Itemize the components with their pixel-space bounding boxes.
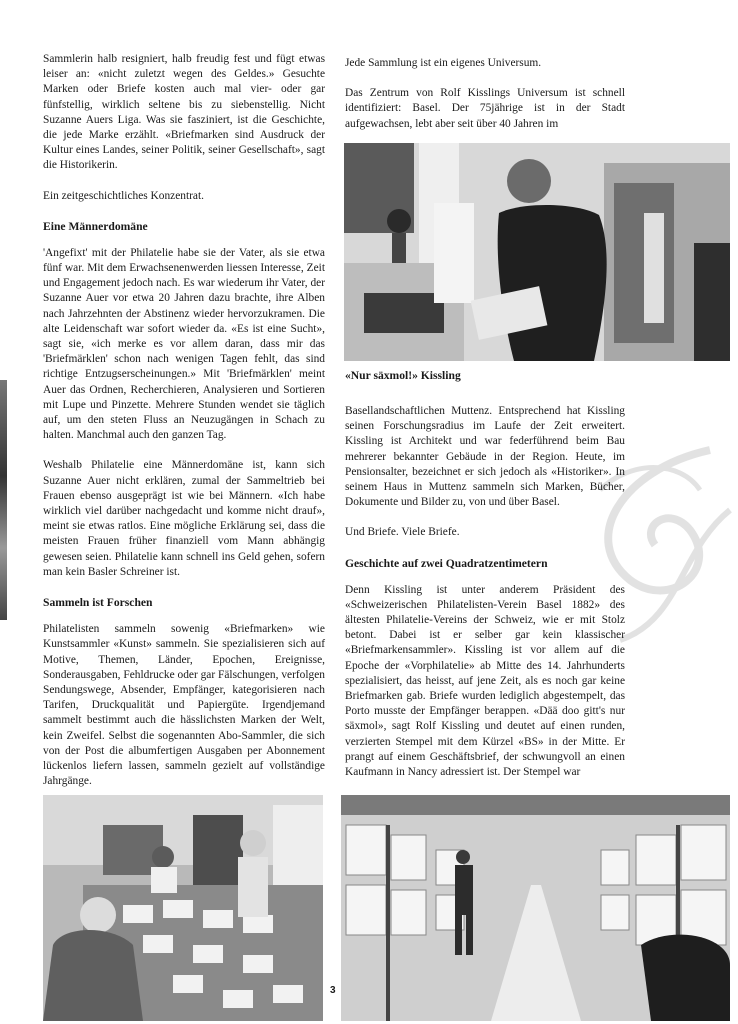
paragraph: Und Briefe. Viele Briefe. bbox=[345, 526, 460, 539]
paragraph: Weshalb Philatelie eine Männerdomäne ist, kann sich Suzanne Auer nicht erklären, zumal der Sammeltrieb bei Frauen ebenso ausgeprägt ist wie bei Männern. «Ich habe wirklich viel darüber nachgedacht und komme nicht drauf», meint sie etwas ratlos. Eine mögliche Erklärung sei, dass die meisten Frauen früher finanziell vom Mann abhängig gewesen seien. Philatelie kann schnell ins Geld gehen, sofern man kein Basler Schreiner ist. bbox=[43, 459, 325, 578]
photo-exhibition-corridor bbox=[341, 795, 730, 1021]
photo-stamp-dealer-table bbox=[43, 795, 323, 1021]
section-heading: Eine Männerdomäne bbox=[43, 219, 148, 233]
section-heading: Sammeln ist Forschen bbox=[43, 596, 153, 610]
right-text-column-bottom bbox=[345, 404, 625, 795]
left-text-column bbox=[43, 52, 325, 804]
section-heading: Geschichte auf zwei Quadratzentimetern bbox=[345, 556, 548, 570]
paragraph: 'Angefixt' mit der Philatelie habe sie der Vater, als sie etwa fünf war. Mit dem Erwachsenenwerden liessen Interesse, Zeit und Engagement jedoch nach. Es war wiederum ihr Vater, der Suzanne Auer vor etwa 20 Jahren dazu brachte, ihre Alben nach Jahrzehnten der Abstinenz wieder hervorzukramen. Die alte Leidenschaft war sofort wieder da. «Es ist eine Sucht», sagt sie, «ich merke es vor allem daran, dass mir das 'Briefmärklen' schon nach wenigen Tagen fehlt, das sind richtige Entzugserscheinungen.» Mit 'Briefmärklen' meint Auer das Ordnen, Recherchieren, Analysieren und Sortieren mit Lupe und Pinzette. Mehrere Stunden wendet sie täglich auf, um den steten Fluss an Neuzugängen in Schach zu halten. Manchmal auch den ganzen Tag. bbox=[43, 246, 325, 442]
photo-caption: «Nur säxmol!» Kissling bbox=[345, 369, 461, 382]
page-number: 3 bbox=[330, 985, 336, 996]
paragraph: Das Zentrum von Rolf Kisslings Universum ist schnell identifiziert: Basel. Der 75jährige ist in der Stadt aufgewachsen, lebt aber seit über 40 Jahren im bbox=[345, 87, 625, 130]
adjacent-page-edge bbox=[0, 380, 7, 620]
photo-kissling-office bbox=[344, 143, 730, 361]
paragraph: Sammlerin halb resigniert, halb freudig fest und fügt etwas leiser an: «nicht zuletzt wegen des Geldes.» Gesuchte Marken oder Briefe kosten auch mal vier- oder gar fünfstellig, wirklich seltene bis zu siebenstellig. Nicht Suzanne Auers Liga. Was sie fasziniert, ist die Geschichte, die jede Marke erzählt. «Briefmarken sind Ausdruck der Kultur eines Landes, seiner Politik, seiner Gesellschaft», sagt die Historikerin. bbox=[43, 53, 325, 172]
paragraph: Jede Sammlung ist ein eigenes Universum. bbox=[345, 57, 542, 69]
right-text-column-top bbox=[345, 56, 625, 147]
paragraph: Denn Kissling ist unter anderem Präsident des «Schweizerischen Philatelisten-Verein Basel 1882» des ältesten Philatelie-Vereins der Schweiz, wie er mit Stolz betont. Dabei ist er selber gar kein klassischer «Briefmarkensammler». Kissling ist vor allem auf die Epoche der «Vorphilatelie» ab Mitte des 14. Jahrhunderts spezialisiert, das heisst, auf jene Zeit, als es noch gar keine Briefmarken gab. Briefe wurden lediglich abgestempelt, das Porto musste der Empfänger berappen. «Dää doo gitt's nur säxmol», sagt Rolf Kissling und deutet auf einen runden, verzierten Stempel mit dem Kürzel «BS» in der Mitte. Er prangt auf einem Geschäftsbrief, der schwungvoll an einen Kaufmann in Nancy adressiert ist. Der Stempel war bbox=[345, 583, 625, 779]
paragraph: Philatelisten sammeln sowenig «Briefmarken» wie Kunstsammler «Kunst» sammeln. Sie spezialisieren sich auf Motive, Themen, Länder, Epochen, Ereignisse, Sonderausgaben, Fehldrucke oder gar Fälschungen, verfolgen Sendungswege, Absender, Empfänger, kategorisieren nach Tarifen, Druckqualität und Papiergüte. Irgendjemand sammelt bestimmt auch die hässlichsten Marken der Welt, kein Zweifel. Selbst die sogenannten Abo-Sammler, die sich von der Post die albumfertigen Ausgaben per Abonnement lückenlos liefern lassen, sammeln gezielt auf vollständige Jahrgänge. bbox=[43, 623, 325, 788]
paragraph: Ein zeitgeschichtliches Konzentrat. bbox=[43, 189, 204, 202]
paragraph: Basellandschaftlichen Muttenz. Entsprechend hat Kissling seinen Forschungsradius im Laufe der Zeit erweitert. Kissling ist Architekt und war federführend beim Bau mehrerer bekannter Gebäude in der Region. Heute, im Pensionsalter, bezeichnet er sich jedoch als «Historiker». In seinem Haus in Muttenz sammeln sich Marken, Bücher, Dokumente und Bilder zu, von und über Basel. bbox=[345, 405, 625, 509]
